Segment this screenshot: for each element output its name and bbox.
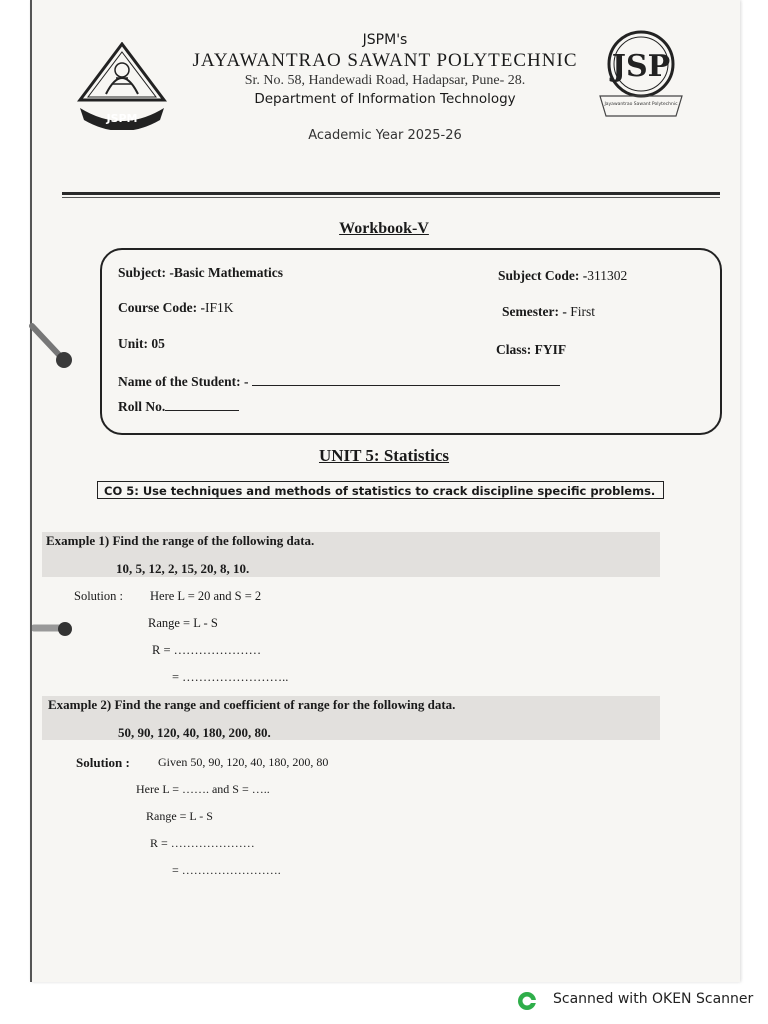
example1-data: 10, 5, 12, 2, 15, 20, 8, 10. [116,561,250,576]
course-code-field [118,300,234,316]
roll-no-label: Roll No. [118,399,166,414]
example2-title: Example 2) Find the range and coefficient of range for the following data. [48,697,456,712]
course-outcome-box: CO 5: Use techniques and methods of statistics to crack discipline specific problems. [97,481,664,499]
example2-step-range: Range = L - S [146,809,213,823]
semester-label: Semester: - [502,304,571,319]
department-name: Department of Information Technology [254,91,516,107]
logo-left-text: JSPM [106,112,138,125]
subject-label: Subject: - [118,265,174,280]
example2-solution-label: Solution : [76,755,130,770]
semester-value: First [570,304,595,319]
academic-year: Academic Year 2025-26 [308,128,462,143]
subject-code-label: Subject Code: - [498,268,588,283]
header-divider-thin [62,197,720,198]
logo-right-text: JSP [611,49,671,84]
class-label: Class: FYIF [496,342,567,357]
example2-solution-text: Given 50, 90, 120, 40, 180, 200, 80 [158,755,329,769]
example1-solution-label: Solution : [74,589,123,603]
roll-no-blank[interactable] [165,398,239,411]
example1-step-range: Range = L - S [148,616,218,630]
subject-code-field [498,268,627,284]
unit-title: UNIT 5: Statistics [318,446,450,465]
student-name-field[interactable] [118,373,560,390]
unit-label: Unit: 05 [118,336,165,351]
student-name-label: Name of the Student: - [118,374,249,389]
roll-no-field[interactable] [118,398,239,415]
scanner-logo-icon [517,991,537,1011]
institute-name: JAYAWANTRAO SAWANT POLYTECHNIC [192,50,578,71]
example1-step-r[interactable]: R = ………………… [152,643,262,657]
workbook-title: Workbook-V [339,220,429,237]
binder-pin-icon [32,616,76,642]
course-code-value: IF1K [205,300,234,315]
semester-field [502,304,595,320]
subject-value: Basic Mathematics [173,265,283,280]
example2-step-lmax[interactable]: Here L = ……. and S = ….. [136,782,270,796]
subject-field [118,265,283,281]
example1-solution-text: Here L = 20 and S = 2 [150,589,262,603]
header-divider [62,192,720,195]
institute-address: Sr. No. 58, Handewadi Road, Hadapsar, Pune- 28. [244,73,526,88]
binder-pin-icon [28,322,76,372]
example1-title: Example 1) Find the range of the following data. [46,533,315,548]
subject-code-value: 311302 [587,268,628,283]
example2-data: 50, 90, 120, 40, 180, 200, 80. [118,725,271,740]
example1-step-result[interactable]: = …………………….. [172,670,289,684]
institute-top-text: JSPM's [362,32,408,48]
course-code-label: Course Code: - [118,300,205,315]
example2-step-result[interactable]: = ……………………. [172,863,281,877]
scanner-watermark-text: Scanned with OKEN Scanner [553,991,754,1007]
logo-right-caption: Jayawantrao Sawant Polytechnic [604,102,678,107]
student-name-blank[interactable] [252,373,560,386]
example2-step-r[interactable]: R = ………………… [150,836,255,850]
